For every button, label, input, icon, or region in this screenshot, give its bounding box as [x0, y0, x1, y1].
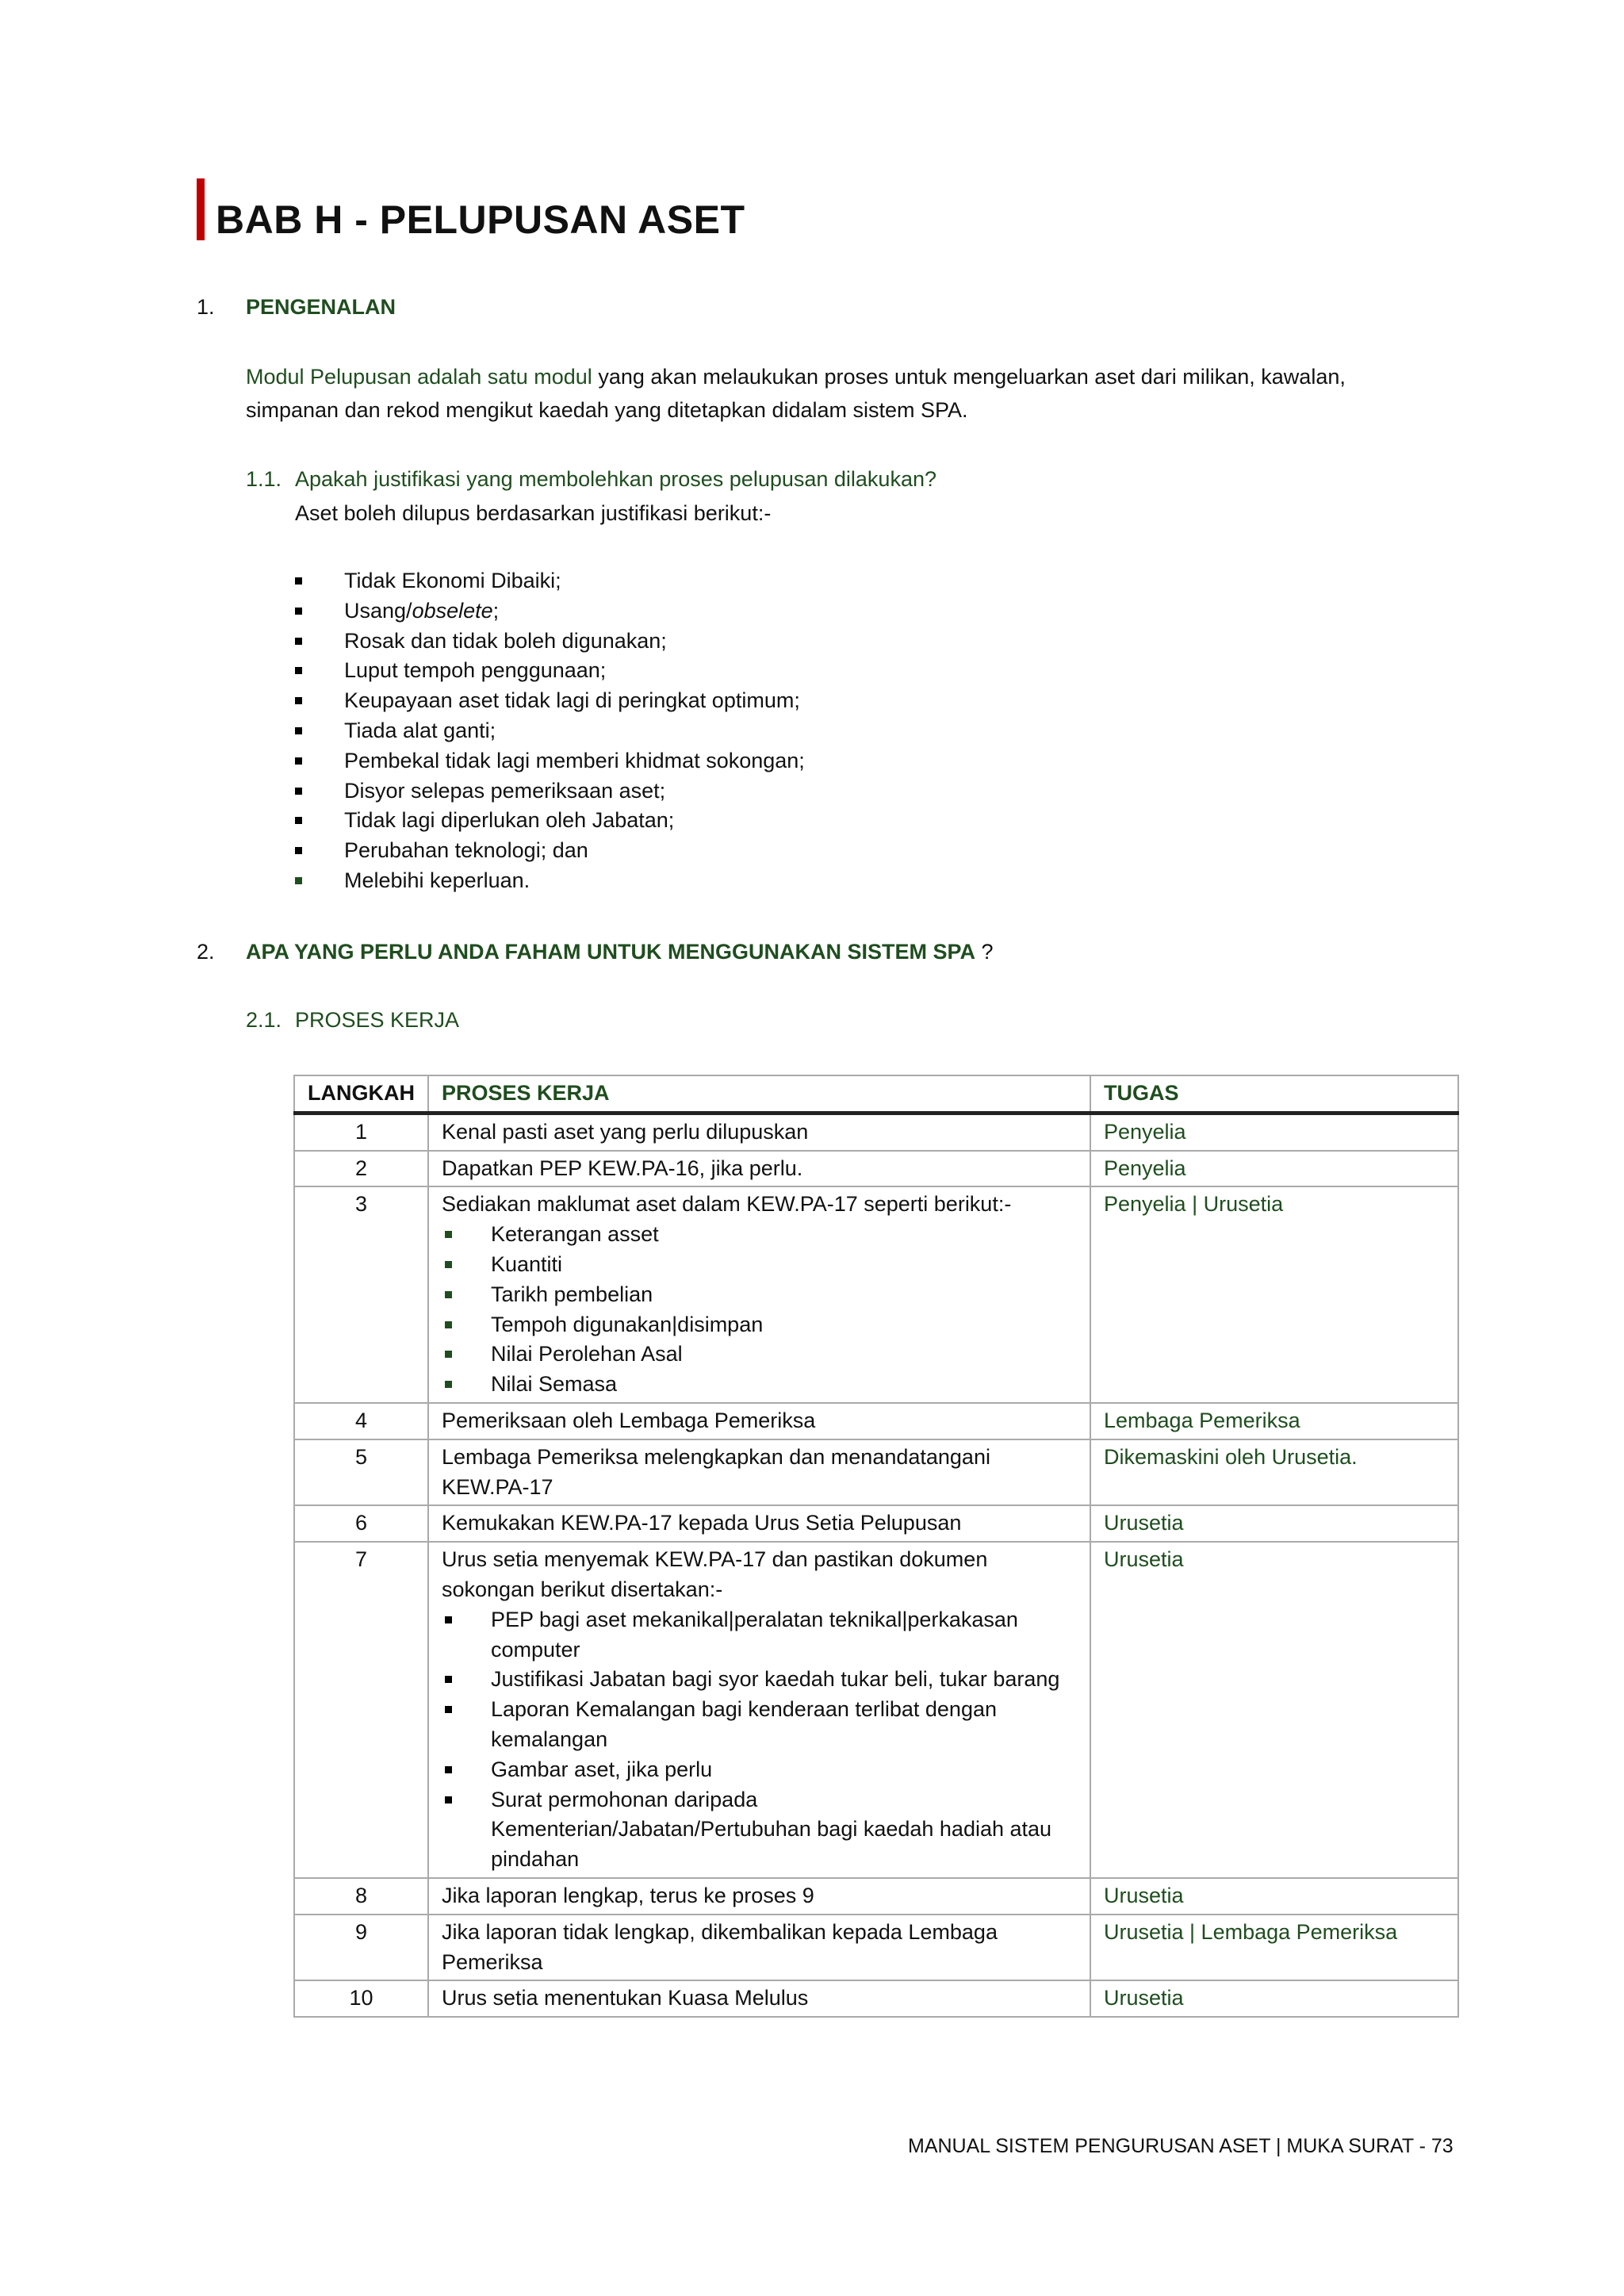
table-row [294, 1439, 1458, 1506]
task-cell: Dikemaskini oleh Urusetia. [1090, 1439, 1458, 1506]
task-cell: Urusetia | Lembaga Pemeriksa [1090, 1915, 1458, 1981]
process-cell: Urus setia menentukan Kuasa Melulus [428, 1980, 1090, 2017]
section-2-heading: APA YANG PERLU ANDA FAHAM UNTUK MENGGUNAKAN SISTEM SPA ? [246, 940, 994, 964]
list-item: Luput tempoh penggunaan; [293, 656, 805, 686]
step-cell: 5 [294, 1439, 428, 1506]
process-table [293, 1075, 1459, 2018]
page-title: BAB H - PELUPUSAN ASET [216, 197, 745, 242]
task-cell: Urusetia [1090, 1878, 1458, 1915]
list-item: Tidak lagi diperlukan oleh Jabatan; [293, 806, 805, 836]
section-2-number: 2. [197, 940, 215, 964]
process-cell: Urus setia menyemak KEW.PA-17 dan pastikan dokumen sokongan berikut disertakan:- PEP bagi aset mekanikal|peralatan teknikal|perkakasan computer Justifikasi Jabatan bagi syor kaedah tukar beli, tukar barang Laporan Kemalangan bagi kenderaan terlibat dengan kemalangan Gambar aset, jika perlu Surat permohonan daripada Kementerian/Jabatan/Pertubuhan bagi kaedah hadiah atau pindahan [428, 1542, 1090, 1878]
table-row [294, 1186, 1458, 1403]
process-cell: Pemeriksaan oleh Lembaga Pemeriksa [428, 1403, 1090, 1439]
list-item: Tiada alat ganti; [293, 716, 805, 746]
process-cell: Dapatkan PEP KEW.PA-16, jika perlu. [428, 1151, 1090, 1187]
step-cell: 4 [294, 1403, 428, 1439]
list-item: Tempoh digunakan|disimpan [442, 1310, 1077, 1340]
list-item: Nilai Perolehan Asal [442, 1340, 1077, 1370]
step-cell: 8 [294, 1878, 428, 1915]
process-cell: Sediakan maklumat aset dalam KEW.PA-17 seperti berikut:- Keterangan asset Kuantiti Tarikh pembelian Tempoh digunakan|disimpan Nilai Perolehan Asal Nilai Semasa [428, 1186, 1090, 1403]
table-row [294, 1505, 1458, 1542]
page-footer: MANUAL SISTEM PENGURUSAN ASET | MUKA SURAT - 73 [908, 2135, 1454, 2157]
italic-term: obselete [412, 598, 493, 623]
list-item: Tidak Ekonomi Dibaiki; [293, 566, 805, 596]
step-cell: 6 [294, 1505, 428, 1542]
list-item: PEP bagi aset mekanikal|peralatan teknikal|perkakasan computer [442, 1605, 1077, 1665]
column-header: TUGAS [1090, 1075, 1458, 1113]
subsection-1-1-question: Apakah justifikasi yang membolehkan proses pelupusan dilakukan? [295, 467, 936, 491]
subsection-2-1-number: 2.1. [246, 1008, 282, 1032]
process-cell: Kemukakan KEW.PA-17 kepada Urus Setia Pelupusan [428, 1505, 1090, 1542]
section-1-intro [246, 360, 1435, 427]
column-header: LANGKAH [294, 1075, 428, 1113]
step-cell: 7 [294, 1542, 428, 1878]
justification-list [293, 566, 805, 896]
table-row [294, 1113, 1458, 1150]
task-cell: Urusetia [1090, 1980, 1458, 2017]
sub-list [442, 1220, 1077, 1400]
list-item: Rosak dan tidak boleh digunakan; [293, 627, 805, 657]
list-item: Keupayaan aset tidak lagi di peringkat optimum; [293, 686, 805, 716]
list-item: Perubahan teknologi; dan [293, 836, 805, 866]
table-row [294, 1542, 1458, 1878]
task-cell: Urusetia [1090, 1505, 1458, 1542]
column-header: PROSES KERJA [428, 1075, 1090, 1113]
table-row [294, 1403, 1458, 1439]
table-row [294, 1151, 1458, 1187]
process-cell: Jika laporan tidak lengkap, dikembalikan kepada Lembaga Pemeriksa [428, 1915, 1090, 1981]
task-cell: Lembaga Pemeriksa [1090, 1403, 1458, 1439]
sub-list [442, 1605, 1077, 1875]
list-item: Melebihi keperluan. [293, 866, 805, 896]
process-cell: Lembaga Pemeriksa melengkapkan dan menandatangani KEW.PA-17 [428, 1439, 1090, 1506]
title-accent-bar [197, 178, 205, 240]
list-item: Pembekal tidak lagi memberi khidmat sokongan; [293, 746, 805, 776]
step-cell: 9 [294, 1915, 428, 1981]
step-cell: 3 [294, 1186, 428, 1403]
process-cell: Kenal pasti aset yang perlu dilupuskan [428, 1113, 1090, 1150]
list-item: Usang/obselete; [293, 596, 805, 627]
table-row [294, 1878, 1458, 1915]
list-item: Justifikasi Jabatan bagi syor kaedah tukar beli, tukar barang [442, 1665, 1077, 1695]
list-item: Kuantiti [442, 1250, 1077, 1280]
list-item: Tarikh pembelian [442, 1280, 1077, 1310]
table-row [294, 1980, 1458, 2017]
subsection-1-1-number: 1.1. [246, 467, 282, 491]
intro-highlight: Modul Pelupusan adalah satu modul [246, 365, 592, 389]
list-item: Disyor selepas pemeriksaan aset; [293, 776, 805, 807]
list-item: Surat permohonan daripada Kementerian/Jabatan/Pertubuhan bagi kaedah hadiah atau pindahan [442, 1785, 1077, 1875]
task-cell: Penyelia | Urusetia [1090, 1186, 1458, 1403]
section-1-number: 1. [197, 295, 215, 319]
step-cell: 2 [294, 1151, 428, 1187]
step-cell: 1 [294, 1113, 428, 1150]
table-header-row [294, 1075, 1458, 1113]
list-item: Laporan Kemalangan bagi kenderaan terlibat dengan kemalangan [442, 1695, 1077, 1755]
task-cell: Penyelia [1090, 1151, 1458, 1187]
task-cell: Penyelia [1090, 1113, 1458, 1150]
intro-rest: yang akan melaukukan proses untuk mengeluarkan aset dari milikan, kawalan, [592, 365, 1346, 389]
list-item: Keterangan asset [442, 1220, 1077, 1250]
list-item: Nilai Semasa [442, 1370, 1077, 1400]
task-cell: Urusetia [1090, 1542, 1458, 1878]
intro-line-2: simpanan dan rekod mengikut kaedah yang ditetapkan didalam sistem SPA. [246, 398, 968, 422]
process-cell: Jika laporan lengkap, terus ke proses 9 [428, 1878, 1090, 1915]
subsection-2-1-heading: PROSES KERJA [295, 1008, 460, 1032]
subsection-1-1-answer: Aset boleh dilupus berdasarkan justifikasi berikut:- [295, 501, 772, 525]
section-1-heading: PENGENALAN [246, 295, 396, 319]
step-cell: 10 [294, 1980, 428, 2017]
list-item: Gambar aset, jika perlu [442, 1755, 1077, 1785]
table-row [294, 1915, 1458, 1981]
